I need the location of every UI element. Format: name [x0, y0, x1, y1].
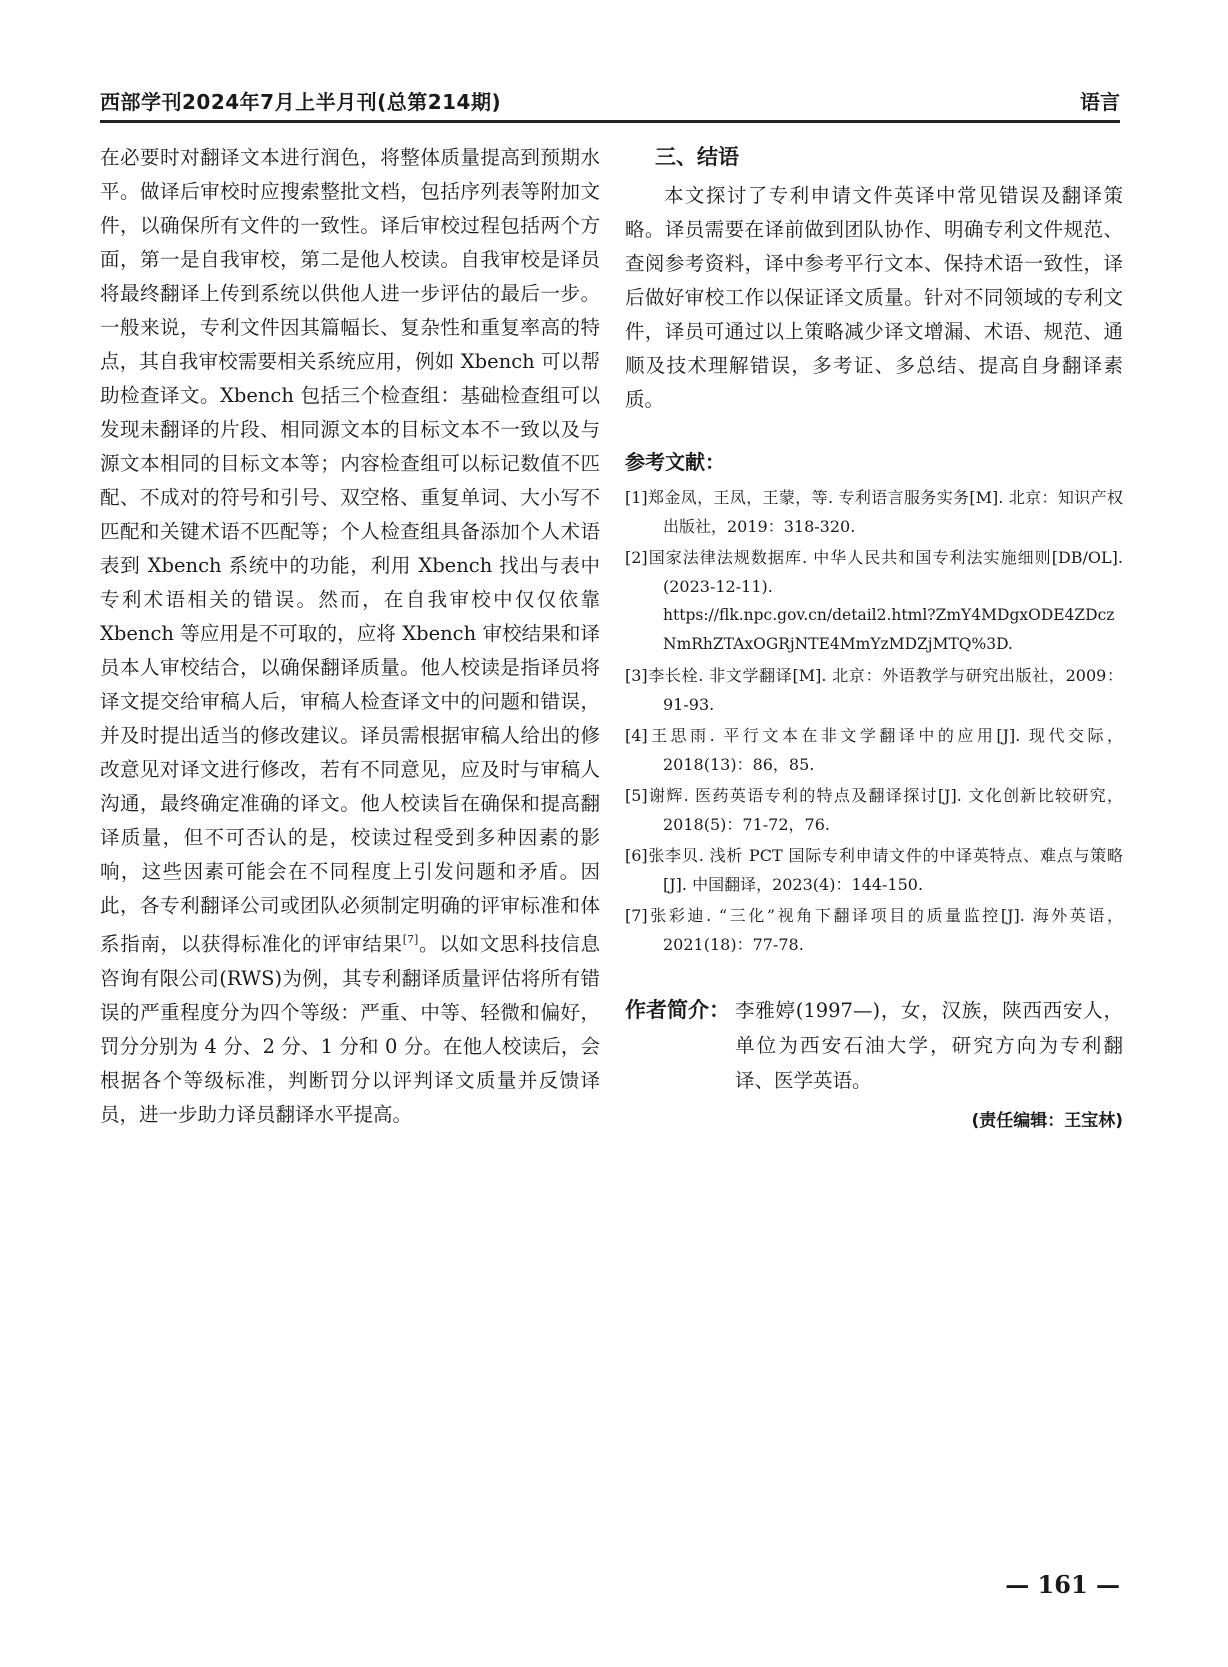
- reference-item: [625, 721, 1123, 779]
- references-heading: 参考文献：: [625, 450, 725, 474]
- author-text: 李雅婷(1997—)，女，汉族，陕西西安人，单位为西安石油大学，研究方向为专利翻译、医学英语。: [735, 999, 1123, 1092]
- header-rule: [100, 120, 1120, 123]
- reference-item: [625, 781, 1123, 839]
- reference-list: [625, 483, 1123, 959]
- reference-text: [4]王思雨. 平行文本在非文学翻译中的应用[J]. 现代交际，2018(13)：86，85.: [625, 726, 1123, 774]
- reference-text: [3]李长栓. 非文学翻译[M]. 北京：外语教学与研究出版社，2009：91-93.: [625, 666, 1123, 714]
- running-header: [100, 86, 1120, 116]
- reference-text: [6]张李贝. 浅析 PCT 国际专利申请文件的中译英特点、难点与策略[J]. 中国翻译，2023(4)：144-150.: [625, 846, 1123, 894]
- reference-item: [625, 661, 1123, 719]
- reference-item: [625, 483, 1123, 541]
- left-column: [100, 141, 600, 1132]
- reference-item: [625, 543, 1123, 659]
- body-paragraph: [100, 141, 600, 1132]
- reference-item: [625, 841, 1123, 899]
- page-number: — 161 —: [1005, 1570, 1120, 1599]
- responsible-editor: (责任编辑：王宝林): [971, 1111, 1123, 1131]
- reference-text: [5]谢辉. 医药英语专利的特点及翻译探讨[J]. 文化创新比较研究，2018(5)：71-72，76.: [625, 786, 1123, 834]
- reference-text: [7]张彩迪. “三化”视角下翻译项目的质量监控[J]. 海外英语，2021(18)：77-78.: [625, 906, 1123, 954]
- reference-item: [625, 901, 1123, 959]
- reference-text: [1]郑金凤，王凤，王蒙，等. 专利语言服务实务[M]. 北京：知识产权出版社，2019：318-320.: [625, 488, 1123, 536]
- section-tag: 语言: [1080, 90, 1120, 114]
- author-label: 作者简介：: [625, 998, 730, 1022]
- conclusion-paragraph: 本文探讨了专利申请文件英译中常见错误及翻译策略。译员需要在译前做到团队协作、明确专利文件规范、查阅参考资料，译中参考平行文本、保持术语一致性，译后做好审校工作以保证译文质量。针对不同领域的专利文件，译员可通过以上策略减少译文增漏、术语、规范、通顺及技术理解错误，多考证、多总结、提高自身翻译素质。: [625, 184, 1123, 411]
- paragraph-text: 在必要时对翻译文本进行润色，将整体质量提高到预期水平。做译后审校时应搜索整批文档，包括序列表等附加文件，以确保所有文件的一致性。译后审校过程包括两个方面，第一是自我审校，第二是他人校读。自我审校是译员将最终翻译上传到系统以供他人进一步评估的最后一步。一般来说，专利文件因其篇幅长、复杂性和重复率高的特点，其自我审校需要相关系统应用，例如 Xbench 可以帮助检查译文。Xbench 包括三个检查组：基础检查组可以发现未翻译的片段、相同源文本的目标文本不一致以及与源文本相同的目标文本等；内容检查组可以标记数值不匹配、不成对的符号和引号、双空格、重复单词、大小写不匹配和关键术语不匹配等；个人检查组具备添加个人术语表到 Xbench 系统中的功能，利用 Xbench 找出与表中专利术语相关的错误。然而，在自我审校中仅仅依靠 Xbench 等应用是不可取的，应将 Xbench 审校结果和译员本人审校结合，以确保翻译质量。他人校读是指译员将译文提交给审稿人后，审稿人检查译文中的问题和错误，并及时提出适当的修改建议。译员需根据审稿人给出的修改意见对译文进行修改，若有不同意见，应及时与审稿人沟通，最终确定准确的译文。他人校读旨在确保和提高翻译质量，但不可否认的是，校读过程受到多种因素的影响，这些因素可能会在不同程度上引发问题和矛盾。因此，各专利翻译公司或团队必须制定明确的评审标准和体系指南，以获得标准化的评审结果: [100, 146, 600, 956]
- reference-url[interactable]: https://flk.npc.gov.cn/detail2.html?ZmY4MDgxODE4ZDczNmRhZTAxOGRjNTE4MmYzMDZjMTQ%3D.: [663, 606, 1115, 653]
- paragraph-text-tail: 。以如文思科技信息咨询有限公司(RWS)为例，其专利翻译质量评估将所有错误的严重程度分为四个等级：严重、中等、轻微和偏好，罚分分别为 4 分、2 分、1 分和 0 分。在他人校读后，会根据各个等级标准，判断罚分以评判译文质量并反馈译员，进一步助力译员翻译水平提高。: [100, 932, 600, 1126]
- author-bio: [625, 993, 1123, 1098]
- conclusion-heading: 三、结语: [655, 145, 739, 169]
- reference-text: [2]国家法律法规数据库. 中华人民共和国专利法实施细则[DB/OL]. (2023-12-11).: [625, 548, 1123, 596]
- citation-marker: [7]: [402, 933, 419, 946]
- journal-title: 西部学刊2024年7月上半月刊(总第214期): [100, 90, 502, 114]
- right-column: [625, 141, 1123, 1131]
